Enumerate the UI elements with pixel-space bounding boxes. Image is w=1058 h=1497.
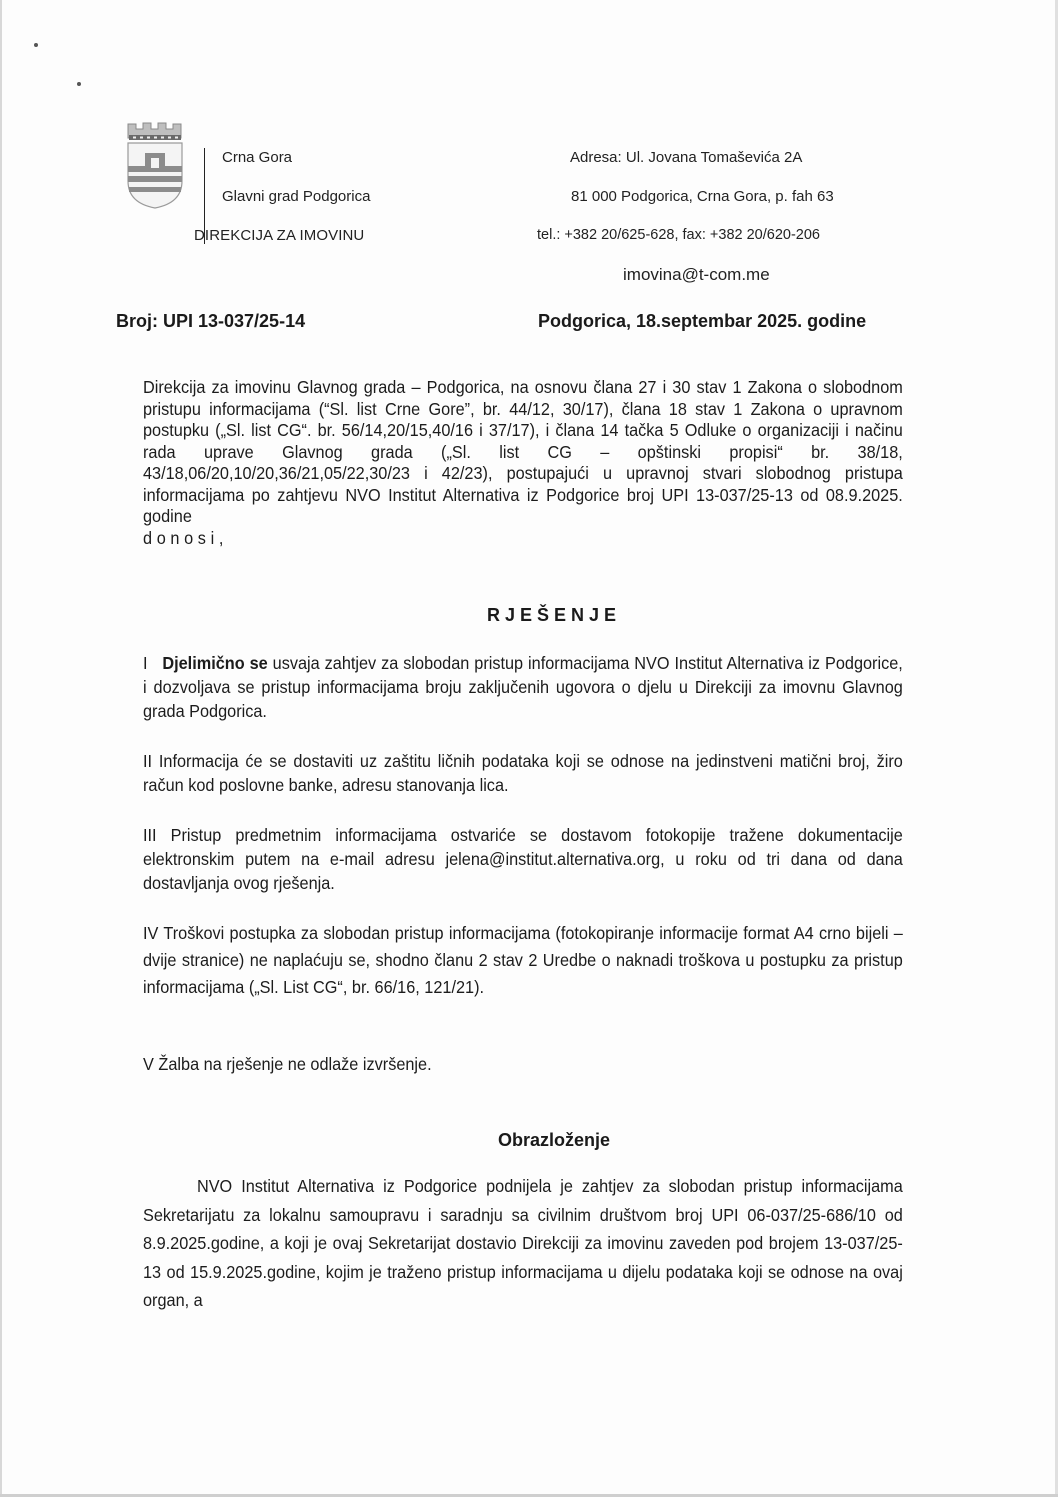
decision-item: [143, 1052, 903, 1076]
reasoning-heading: Obrazloženje: [497, 1130, 611, 1150]
decision-item: [143, 749, 903, 797]
item-numeral: IV: [143, 923, 159, 943]
decision-item: [143, 651, 903, 723]
reference-date: Podgorica, 18.septembar 2025. godine: [538, 311, 867, 331]
decision-heading: RJEŠENJE: [486, 605, 622, 625]
scan-edge-left: [0, 0, 2, 1497]
letterhead-department: DIREKCIJA ZA IMOVINU: [194, 227, 365, 244]
item-numeral: III: [143, 825, 157, 845]
item-text: usvaja zahtjev za slobodan pristup informacijama NVO Institut Alternativa iz Podgorice, i dozvoljava se pristup informacijama broju zaključenih ugovora o djelu u Direkciji za imovnu Glavnog grada Podgorica.: [143, 653, 903, 721]
letterhead-city: Glavni grad Podgorica: [222, 188, 371, 205]
item-numeral: I: [143, 653, 148, 673]
reasoning-text: NVO Institut Alternativa iz Podgorice podnijela je zahtjev za slobodan pristup informacijama Sekretarijatu za lokalnu samoupravu i saradnju sa civilnim društvom broj UPI 06-037/25-686/10 od 8.9.2025.godine, a koji je ovaj Sekretarijat dostavio Direkciji za imovinu zaveden pod brojem 13-037/25-13 od 15.9.2025.godine, kojim je traženo pristup informacijama u dijelu podataka koji se odnose na ovaj organ, a: [143, 1176, 903, 1310]
intro-closing: donosi,: [143, 527, 229, 548]
item-text: Troškovi postupka za slobodan pristup informacijama (fotokopiranje informacije format A4 crno bijeli –dvije stranice) ne naplaćuju se, shodno članu 2 stav 2 Uredbe o naknadi troškova u postupku za pristup informacijama („Sl. List CG“, br. 66/16, 121/21).: [143, 923, 903, 997]
coat-of-arms-icon: [124, 118, 186, 210]
letterhead-email: imovina@t-com.me: [623, 265, 770, 284]
decision-item: [143, 823, 903, 895]
letterhead-postal: 81 000 Podgorica, Crna Gora, p. fah 63: [571, 188, 834, 205]
scan-speck: [77, 82, 81, 86]
item-numeral: II: [143, 751, 153, 771]
item-numeral: V: [143, 1054, 154, 1074]
decision-item: [143, 920, 903, 1001]
item-text: Žalba na rješenje ne odlaže izvršenje.: [158, 1054, 432, 1074]
scan-speck: [34, 43, 38, 47]
reference-number: Broj: UPI 13-037/25-14: [116, 311, 306, 331]
letterhead-phone-fax: tel.: +382 20/625-628, fax: +382 20/620-206: [537, 227, 820, 243]
letterhead-address: Adresa: Ul. Jovana Tomaševića 2A: [570, 149, 803, 166]
item-text: Informacija će se dostaviti uz zaštitu ličnih podataka koji se odnose na jedinstveni matični broj, žiro račun kod poslovne banke, adresu stanovanja lica.: [143, 751, 903, 795]
item-emphasis: Djelimično se: [162, 653, 268, 673]
reasoning-paragraph: [143, 1172, 903, 1315]
intro-text: Direkcija za imovinu Glavnog grada – Podgorica, na osnovu člana 27 i 30 stav 1 Zakona o slobodnom pristupu informacijama (“Sl. list Crne Gore”, br. 44/12, 30/17), člana 18 stav 1 Zakona o upravnom postupku („Sl. list CG“. br. 56/14,20/15,40/16 i 37/17), i člana 14 tačka 5 Odluke o organizaciji i načinu rada uprave Glavnog grada („Sl. list CG – opštinski propisi“ br. 38/18, 43/18,06/20,10/20,36/21,05/22,30/23 i 42/23), postupajući u upravnoj stvari slobodnog pristupa informacijama po zahtjevu NVO Institut Alternativa iz Podgorice broj UPI 13-037/25-13 od 08.9.2025. godine: [143, 377, 903, 526]
intro-paragraph: [143, 377, 903, 549]
letterhead-country: Crna Gora: [222, 149, 293, 166]
item-text: Pristup predmetnim informacijama ostvariće se dostavom fotokopije tražene dokumentacije elektronskim putem na e-mail adresu jelena@institut.alternativa.org, u roku od tri dana od dana dostavljanja ovog rješenja.: [143, 825, 903, 893]
